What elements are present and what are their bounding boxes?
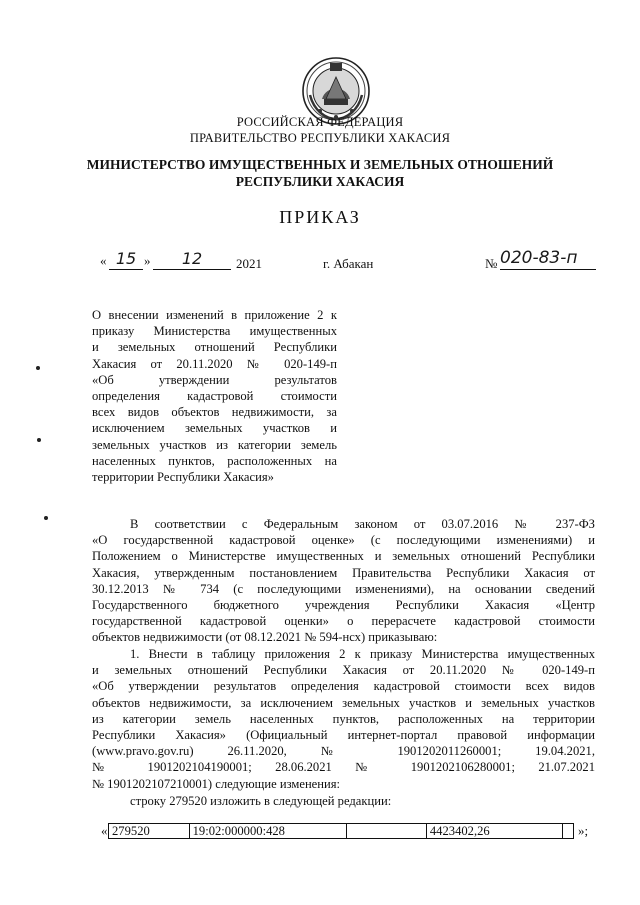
scan-dot	[37, 438, 41, 442]
row-intro-text: строку 279520 изложить в следующей редакции:	[130, 794, 392, 808]
table-cell-row-number: 279520	[109, 824, 190, 839]
scan-dot	[44, 516, 48, 520]
paragraph-line: и земельных отношений Республики Хакасия от 20.11.2020 № 020-149-п	[92, 663, 595, 678]
paragraph-line: «Об утверждении результатов определения кадастровой стоимости всех видов	[92, 679, 595, 694]
subject-line: «Об утверждении результатов	[92, 372, 337, 387]
date-month-field	[153, 249, 231, 270]
paragraph-line: Республики Хакасия» (Официальный интернет-портал правовой информации	[92, 728, 595, 743]
paragraph-line: «О государственной кадастровой оценке» (с последующими изменениями) и	[92, 533, 595, 548]
document-number-handwritten: 020-83-п	[500, 248, 578, 268]
country-name: РОССИЙСКАЯ ФЕДЕРАЦИЯ	[236, 115, 404, 129]
paragraph-line: Хакасия, утвержденным постановлением Правительства Республики Хакасия от	[92, 565, 595, 580]
date-month-handwritten: 12	[181, 249, 203, 268]
number-sign: №	[485, 256, 498, 271]
ministry-name-line2: РЕСПУБЛИКИ ХАКАСИЯ	[235, 174, 405, 189]
paragraph-line: № 1901202104190001; 28.06.2021 № 1901202106280001; 21.07.2021	[92, 760, 595, 775]
city-name: г. Абакан	[323, 256, 374, 271]
table-open-quote: «	[101, 823, 108, 838]
subject-line: территории Республики Хакасия»	[92, 470, 274, 485]
paragraph-line: 30.12.2013 № 734 (с последующими изменениями), на основании сведений	[92, 581, 595, 596]
table-cell-empty	[346, 824, 426, 839]
date-open-quote: «	[100, 253, 107, 268]
clause-1-paragraph	[92, 646, 595, 792]
date-day-handwritten: 15	[115, 249, 137, 268]
table-cell-cadastral-number: 19:02:000000:428	[189, 824, 346, 839]
scan-dot	[36, 366, 40, 370]
preamble-paragraph	[92, 516, 595, 646]
paragraph-line: объектов недвижимости (от 08.12.2021 № 594-нсх) приказываю:	[92, 630, 438, 645]
subject-line: населенных пунктов, расположенных на	[92, 453, 337, 468]
government-name: ПРАВИТЕЛЬСТВО РЕСПУБЛИКИ ХАКАСИЯ	[189, 131, 451, 145]
paragraph-line: Положением о Министерстве имущественных и земельных отношений Республики	[92, 549, 595, 564]
paragraph-line: государственной кадастровой оценки» о перерасчете кадастровой стоимости	[92, 614, 595, 629]
paragraph-line: 1. Внести в таблицу приложения 2 к приказу Министерства имущественных	[130, 647, 595, 661]
subject-line: всех видов объектов недвижимости, за	[92, 405, 337, 420]
paragraph-line: из категории земель населенных пунктов, расположенных на территории	[92, 711, 595, 726]
document-number-field	[500, 248, 596, 270]
amended-row-table	[108, 823, 574, 839]
order-subject	[92, 307, 337, 485]
date-close-quote: »	[144, 253, 151, 268]
subject-line: О внесении изменений в приложение 2 к	[92, 308, 337, 322]
subject-line: и земельных отношений Республики	[92, 340, 337, 355]
ministry-name-line1: МИНИСТЕРСТВО ИМУЩЕСТВЕННЫХ И ЗЕМЕЛЬНЫХ ОТНОШЕНИЙ	[86, 157, 554, 172]
date-year: 2021	[236, 256, 262, 271]
subject-line: определения кадастровой стоимости	[92, 389, 337, 404]
table-row	[109, 824, 574, 839]
date-day-field	[109, 249, 143, 270]
subject-line: земельных участков из категории земель	[92, 437, 337, 452]
paragraph-line: № 1901202107210001) следующие изменения:	[92, 776, 341, 791]
table-cell-cadastral-value: 4423402,26	[426, 824, 562, 839]
paragraph-line: Государственного бюджетного учреждения Республики Хакасия «Центр	[92, 598, 595, 613]
subject-line: приказу Министерства имущественных	[92, 324, 337, 339]
paragraph-line: (www.pravo.gov.ru) 26.11.2020, № 1901202011260001; 19.04.2021,	[92, 744, 595, 759]
table-close-quote: »;	[578, 823, 589, 838]
table-cell-empty	[563, 824, 574, 839]
paragraph-line: объектов недвижимости, за исключением земельных участков и земельных участков	[92, 695, 595, 710]
subject-line: Хакасия от 20.11.2020 № 020-149-п	[92, 356, 337, 371]
paragraph-line: В соответствии с Федеральным законом от 03.07.2016 № 237-ФЗ	[130, 517, 595, 531]
document-type: ПРИКАЗ	[279, 207, 361, 227]
subject-line: исключением земельных участков и	[92, 421, 337, 436]
